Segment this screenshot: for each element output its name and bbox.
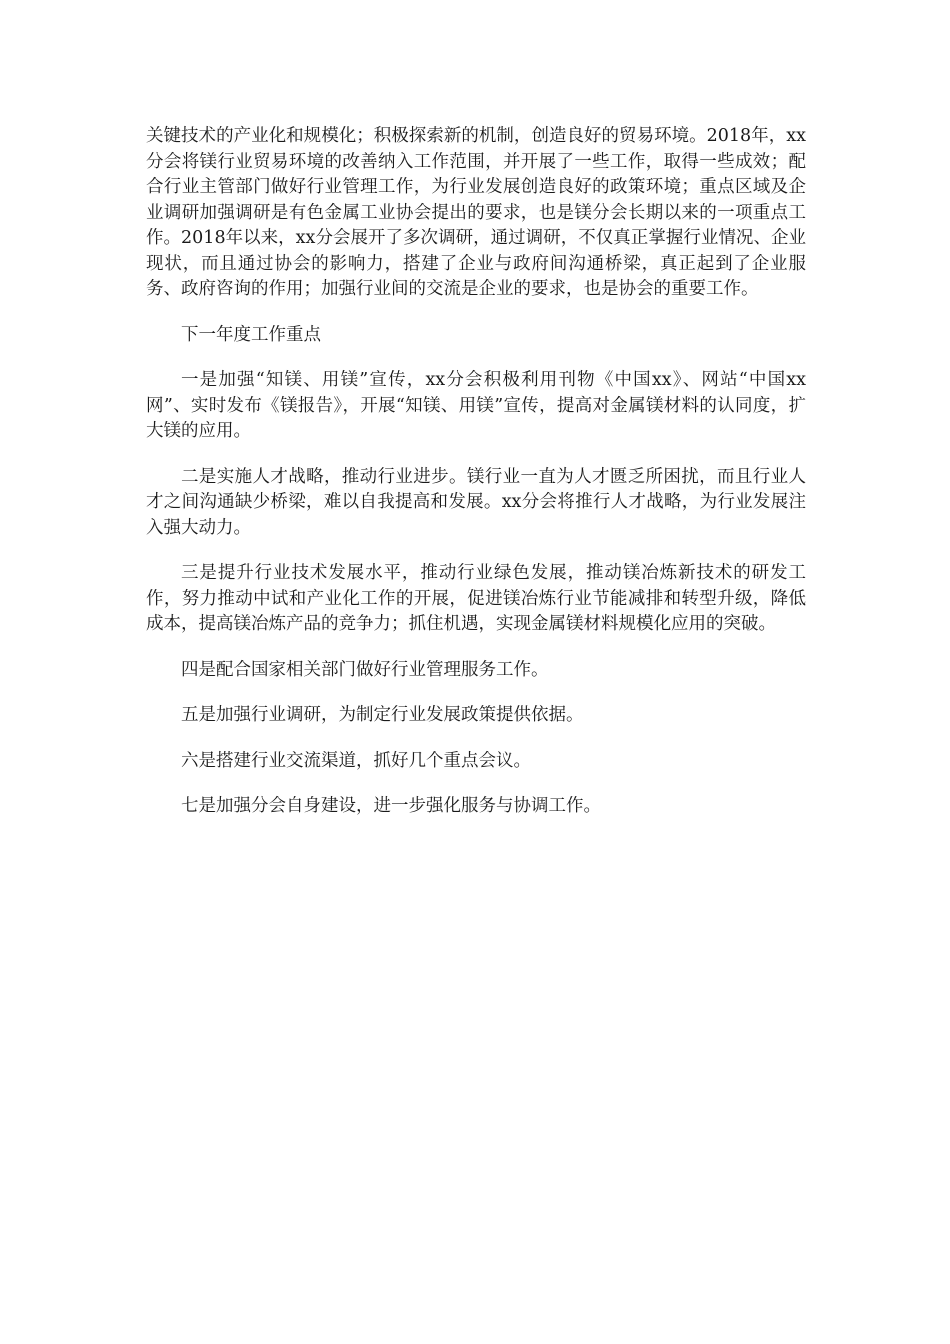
paragraph-item-1: 一是加强“知镁、用镁”宣传，xx分会积极利用刊物《中国xx》、网站“中国xx网”、实时发布《镁报告》，开展“知镁、用镁”宣传，提高对金属镁材料的认同度，扩大镁的应用。 <box>146 370 806 441</box>
paragraph-item-6: 六是搭建行业交流渠道，抓好几个重点会议。 <box>181 750 531 771</box>
paragraph-item-2: 二是实施人才战略，推动行业进步。镁行业一直为人才匮乏所困扰，而且行业人才之间沟通缺少桥梁，难以自我提高和发展。xx分会将推行人才战略，为行业发展注入强大动力。 <box>146 466 806 538</box>
paragraph-item-7: 七是加强分会自身建设，进一步强化服务与协调工作。 <box>181 796 601 816</box>
paragraph-item-3: 三是提升行业技术发展水平，推动行业绿色发展，推动镁冶炼新技术的研发工作，努力推动中试和产业化工作的开展，促进镁冶炼行业节能减排和转型升级，降低成本，提高镁冶炼产品的竞争力；抓住机遇，实现金属镁材料规模化应用的突破。 <box>146 563 806 634</box>
document-body <box>146 124 806 840</box>
section-heading-next-year-focus: 下一年度工作重点 <box>181 324 321 345</box>
paragraph-item-4: 四是配合国家相关部门做好行业管理服务工作。 <box>181 659 549 680</box>
paragraph-item-5: 五是加强行业调研，为制定行业发展政策提供依据。 <box>181 705 584 725</box>
paragraph-continued-text: 关键技术的产业化和规模化；积极探索新的机制，创造良好的贸易环境。2018年，xx分会将镁行业贸易环境的改善纳入工作范围，并开展了一些工作，取得一些成效；配合行业主管部门做好行业管理工作，为行业发展创造良好的政策环境；重点区域及企业调研加强调研是有色金属工业协会提出的要求，也是镁分会长期以来的一项重点工作。2018年以来，xx分会展开了多次调研，通过调研，不仅真正掌握行业情况、企业现状，而且通过协会的影响力，搭建了企业与政府间沟通桥梁，真正起到了企业服务、政府咨询的作用；加强行业间的交流是企业的要求，也是协会的重要工作。 <box>146 126 806 299</box>
